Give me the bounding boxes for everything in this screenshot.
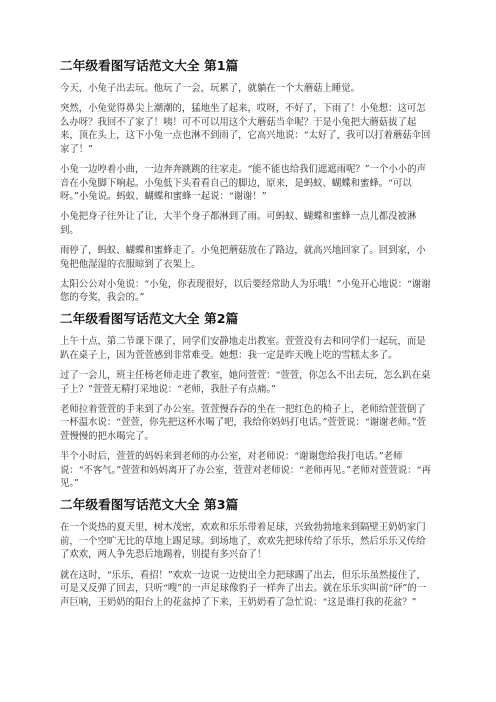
essay-section-2 [60, 311, 434, 490]
essay-title: 二年级看图写话范文大全 第1篇 [60, 58, 239, 73]
paragraph: 就在这时，“乐乐，看招！”欢欢一边说一边使出全力把球踢了出去，但乐乐虽然接住了，可是又反弹了回去，只听“嗖”的一声足球像豹子一样奔了出去。就在乐乐实叫前“砰”的一声巨响，王奶奶的阳台上的花盆掉了下来，王奶奶看了急忙说：“这是谁打我的花盆？” [60, 569, 427, 608]
paragraph: 老师拉着萱萱的手来到了办公室。萱萱慢吞吞的坐在一把红色的椅子上，老师给萱萱倒了一杯温水说：“萱萱，你先把这杯水喝了吧，我给你妈妈打电话。”萱萱说：“谢谢老师。”萱萱慢慢的把水喝完了。 [60, 403, 427, 442]
paragraph: 半个小时后，萱萱的妈妈来到老师的办公室，对老师说：“谢谢您给我打电话。”老师说：“不客气。”萱萱和妈妈离开了办公室，萱萱对老师说：“老师再见。”老师对萱萱说：“再见。” [60, 450, 431, 490]
paragraph: 今天，小兔子出去玩。他玩了一会，玩累了，就躺在一个大蘑菇上睡觉。 [60, 83, 361, 94]
paragraph: 上午十点，第二节课下课了，同学们安静地走出教室。萱萱没有去和同学们一起玩，而是趴在桌子上，因为萱萱感到非常难受。她想：我一定是昨天晚上吃的雪糕太多了。 [60, 336, 426, 361]
paragraph: 在一个炎热的夏天里，树木茂密，欢欢和乐乐带着足球，兴致勃勃地来到隔壁王奶奶家门前，一个空旷无比的草地上踢足球。到场地了，欢欢先把球传给了乐乐，然后乐乐又传给了欢欢，两人争先恐后地踢着，别提有多兴奋了！ [60, 522, 426, 561]
paragraph: 小兔一边哼着小曲，一边奔奔跳跳的往家走。“能不能也给我们遮遮雨呢？”一个小小的声音在小兔脚下响起。小兔低下头看看自己的脚边，原来，是蚂蚁、蝴蝶和蜜蜂。“可以呀。”小兔说。蚂蚁、蝴蝶和蜜蜂一起说：“谢谢！” [60, 163, 426, 203]
paragraph: 太阳公公对小兔说：“小兔，你表现很好，以后要经常助人为乐哦！”小兔开心地说：“谢谢您的夸奖，我会的。” [60, 278, 431, 304]
paragraph: 小兔把身子往外让了让，大半个身子都淋到了雨。可蚂蚁、蝴蝶和蜜蜂一点儿都没被淋到。 [60, 211, 417, 236]
essay-section-3 [60, 497, 434, 609]
essay-title: 二年级看图写话范文大全 第2篇 [60, 311, 239, 327]
essay-title: 二年级看图写话范文大全 第3篇 [60, 497, 239, 513]
paragraph: 雨停了，蚂蚁、蝴蝶和蜜蜂走了。小兔把蘑菇放在了路边，就高兴地回家了。回到家，小兔把他湿湿的衣服晾到了衣架上。 [60, 244, 426, 270]
paragraph: 突然，小兔觉得鼻尖上潮潮的，猛地坐了起来，哎呀，不好了，下雨了！小兔想：这可怎么办呀？我回不了家了！咦！可不可以用这个大蘑菇当伞呢？于是小兔把大蘑菇拔了起来，顶在头上，这下小兔一点也淋不到雨了，它高兴地说：“太好了，我可以打着蘑菇伞回家了！” [60, 103, 431, 155]
paragraph: 过了一会儿，班主任杨老师走进了教室，她问萱萱：“萱萱，你怎么不出去玩，怎么趴在桌子上？”萱萱无精打采地说：“老师，我肚子有点痛。” [60, 370, 431, 395]
essay-section-1 [60, 58, 434, 305]
